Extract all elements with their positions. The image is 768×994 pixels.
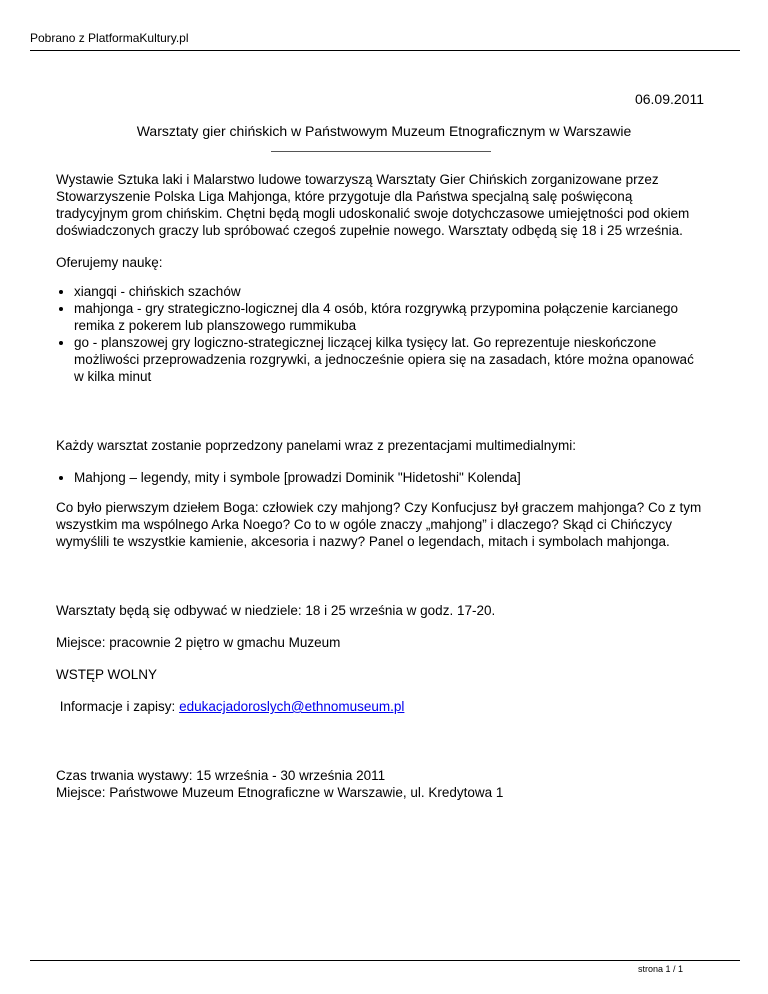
exhibition-info — [56, 767, 706, 801]
contact-line — [56, 698, 706, 715]
offer-list — [56, 283, 706, 385]
article-title: Warsztaty gier chińskich w Państwowym Muzeum Etnograficznym w Warszawie — [136, 123, 632, 139]
intro-paragraph: Wystawie Sztuka laki i Malarstwo ludowe towarzyszą Warsztaty Gier Chińskich zorganizowane przez Stowarzyszenie Polska Liga Mahjonga, które przygotuje dla Państwa specjalną salę poświęconą tradycyjnym grom chińskim. Chętni będą mogli udoskonalić swoje dotychczasowe umiejętności pod okiem doświadczonych graczy lub spróbować czegoś zupełnie nowego. Warsztaty odbędą się 18 i 25 września. — [56, 172, 690, 238]
contact-email-link[interactable]: edukacjadoroslych@ethnomuseum.pl — [179, 699, 405, 714]
contact-label: Informacje i zapisy: — [59, 699, 176, 714]
entry-text: WSTĘP WOLNY — [56, 667, 158, 682]
list-item: • mahjonga - gry strategiczno-logicznej dla 4 osób, która rozgrywką przypomina połączenie karcianego remika z pokerem lub planszowego rummikuba — [74, 300, 706, 334]
exhibition-duration: Czas trwania wystawy: 15 września - 30 września 2011 — [56, 768, 386, 783]
exhibition-location: Miejsce: Państwowe Muzeum Etnograficzne w Warszawie, ul. Kredytowa 1 — [56, 785, 504, 800]
header-source: Pobrano z PlatformaKultury.pl — [30, 31, 189, 45]
schedule-text: Warsztaty będą się odbywać w niedziele: 18 i 25 września w godz. 17-20. — [56, 603, 496, 618]
place-text: Miejsce: pracownie 2 piętro w gmachu Muzeum — [56, 635, 341, 650]
footer-divider — [30, 960, 740, 961]
panels-lead: Każdy warsztat zostanie poprzedzony panelami wraz z prezentacjami multimedialnymi: — [56, 438, 576, 453]
offer-lead: Oferujemy naukę: — [56, 255, 163, 270]
page-number: strona 1 / 1 — [637, 964, 683, 974]
panels-list — [56, 469, 706, 486]
list-item: • xiangqi - chińskich szachów — [74, 283, 706, 300]
article-body — [56, 171, 706, 801]
header-divider — [30, 50, 740, 51]
panel-description: Co było pierwszym dziełem Boga: człowiek czy mahjong? Czy Konfucjusz był graczem mahjonga? Co z tym wszystkim ma wspólnego Arka Noego? Co to w ogóle znaczy „mahjong” i dlaczego? Skąd ci Chińczycy wymyślili te wszystkie kamienie, akcesoria i nazwy? Panel o legendach, mitach i symbolach mahjonga. — [56, 500, 702, 549]
list-item: • go - planszowej gry logiczno-strategicznej liczącej kilka tysięcy lat. Go reprezentuje nieskończone możliwości przeprowadzenia rozgrywki, a jednocześnie opiera się na zasadach, które można opanować w kilka minut — [74, 334, 706, 385]
title-underline — [271, 151, 491, 152]
article-date: 06.09.2011 — [634, 91, 704, 107]
list-item: • Mahjong – legendy, mity i symbole [prowadzi Dominik "Hidetoshi" Kolenda] — [74, 469, 706, 486]
